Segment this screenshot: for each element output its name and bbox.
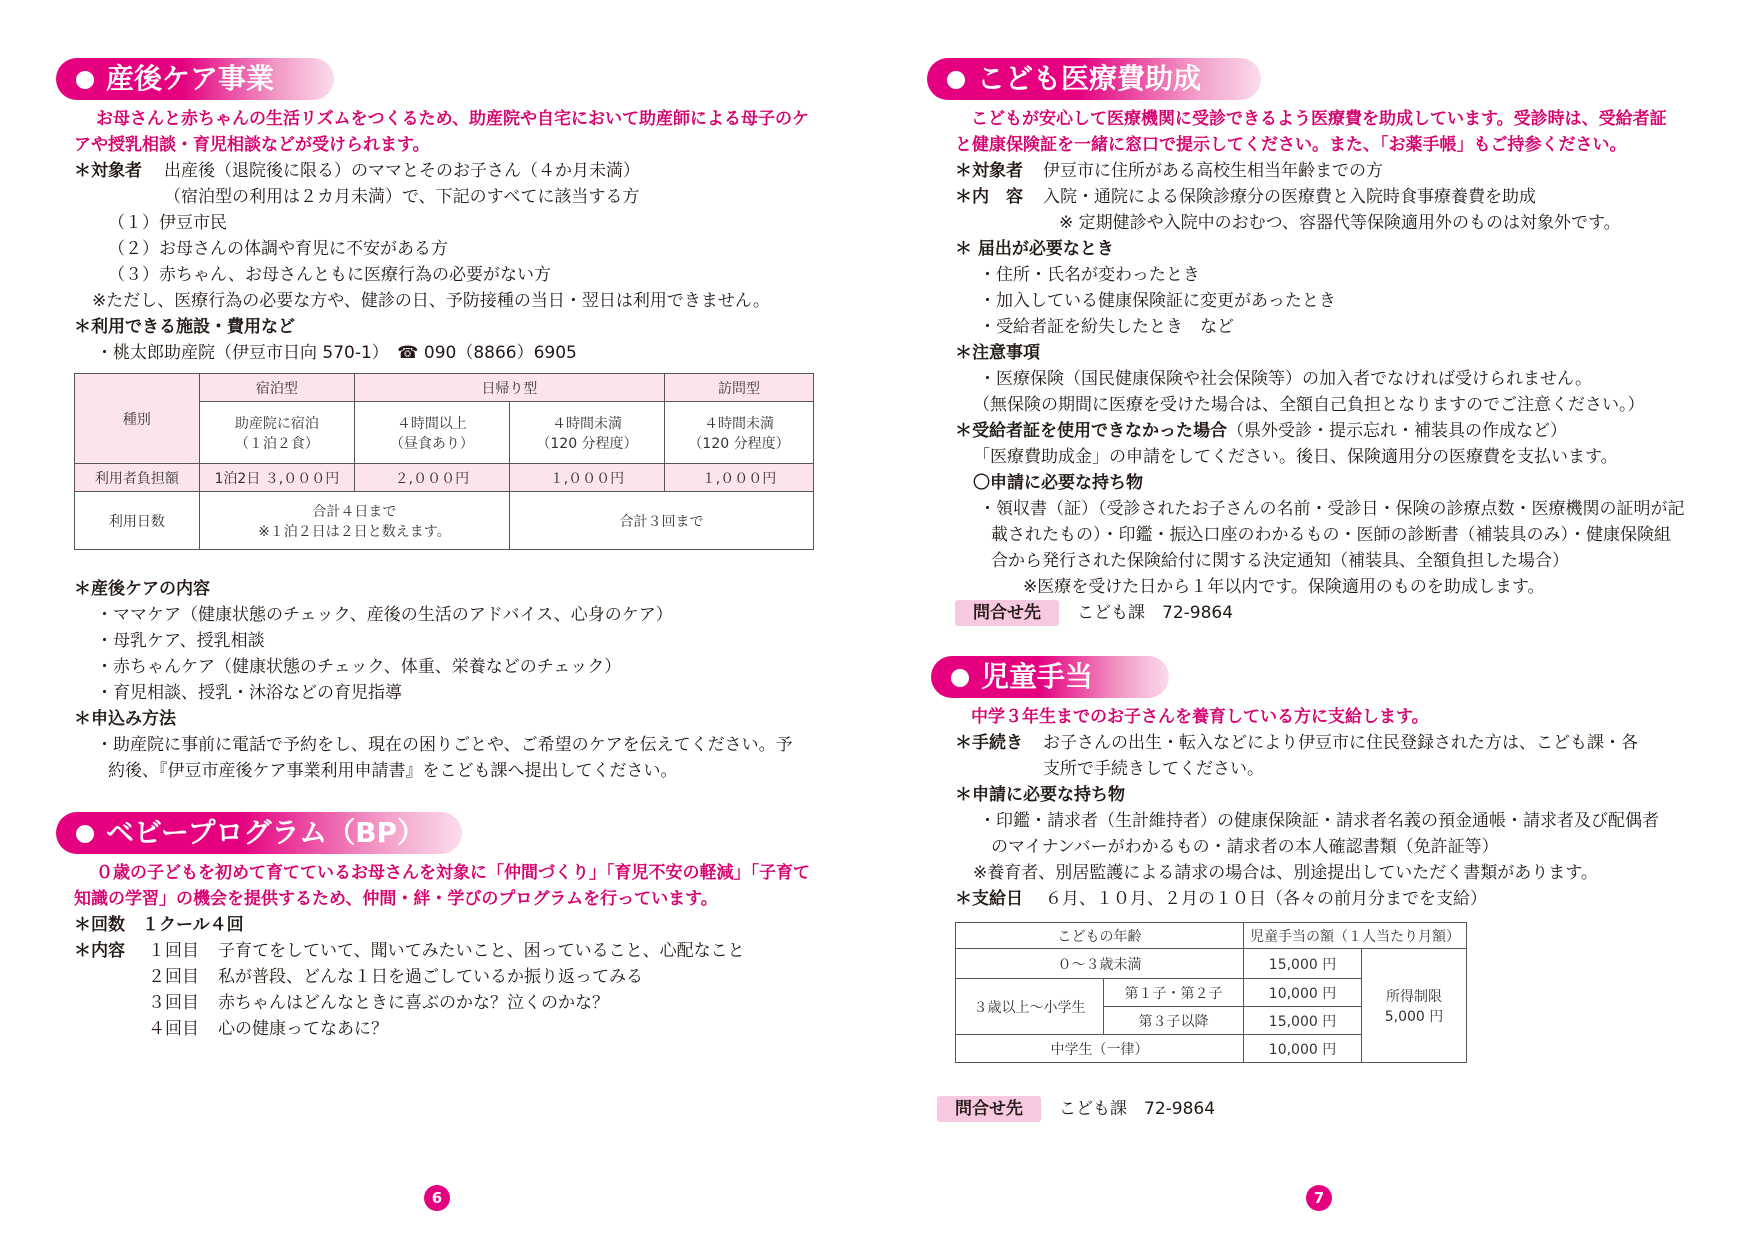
baby-lead-1: ０歳の子どもを初めて育てているお母さんを対象に「仲間づくり」「育児不安の軽減」「子育て (96, 863, 810, 883)
right-page (875, 0, 1749, 1241)
medical-items-3: 合から発行された保険給付に関する決定通知（補装具、全額負担した場合） (991, 551, 1569, 571)
postnatal-condition-1: （１）伊豆市民 (108, 213, 227, 233)
postnatal-content-3: ・赤ちゃんケア（健康状態のチェック、体重、栄養などのチェック） (96, 657, 622, 677)
medical-content-label: ＊内 容 (955, 187, 1023, 207)
left-page (0, 0, 874, 1241)
medical-contact: 問合せ先 こども課 72-9864 (955, 600, 1233, 626)
baby-program-title: ベビープログラム（BP） (56, 812, 462, 854)
bullet-dot-icon (76, 825, 94, 843)
allowance-proc-1: お子さんの出生・転入などにより伊豆市に住民登録された方は、こども課・各 (1043, 733, 1638, 753)
allowance-contact: 問合せ先 こども課 72-9864 (937, 1096, 1215, 1122)
baby-session-3-no: ３回目 (148, 993, 199, 1013)
allowance-row2-age: ３歳以上～小学生 (956, 979, 1104, 1035)
allowance-income-limit: 所得制限 5,000 円 (1362, 949, 1467, 1063)
allowance-row1-age: ０～３歳未満 (956, 949, 1244, 979)
bullet-dot-icon (947, 71, 965, 89)
child-allowance-title: 児童手当 (931, 656, 1169, 698)
allowance-proc-label: ＊手続き (955, 733, 1023, 753)
medical-unused-line: ＊受給者証を使用できなかった場合（県外受診・提示忘れ・補装具の作成など） (955, 421, 1567, 441)
allowance-row2a-sub: 第１子・第２子 (1104, 979, 1244, 1007)
postnatal-condition-2: （２）お母さんの体調や育児に不安がある方 (108, 239, 448, 259)
postnatal-content-label: ＊産後ケアの内容 (74, 579, 210, 599)
bullet-dot-icon (951, 669, 969, 687)
baby-session-2-no: ２回目 (148, 967, 199, 987)
medical-items-1: ・領収書（証）（受診されたお子さんの名前・受診日・保険の診療点数・医療機関の証明が記 (979, 499, 1685, 519)
postnatal-fee-table (74, 373, 814, 550)
medical-content: 入院・通院による保険診療分の医療費と入院時食事療養費を助成 (1043, 187, 1536, 207)
postnatal-facility: ・桃太郎助産院（伊豆市日向 570-1） ☎ 090（8866）6905 (96, 343, 577, 363)
allowance-lead: 中学３年生までのお子さんを養育している方に支給します。 (971, 707, 1429, 727)
medical-notify-label: ＊ 届出が必要なとき (955, 239, 1114, 259)
baby-session-2-text: 私が普段、どんな１日を過ごしているか振り返ってみる (218, 967, 643, 987)
medical-caution-1: ・医療保険（国民健康保険や社会保険等）の加入者でなければ受けられません。 (979, 369, 1593, 389)
table-visit-header: 訪問型 (664, 374, 813, 402)
allowance-pay: ６月、１０月、２月の１０日（各々の前月分までを支給） (1045, 889, 1487, 909)
postnatal-apply-2: 約後、『伊豆市産後ケア事業利用申請書』をこども課へ提出してください。 (108, 761, 678, 781)
bullet-dot-icon (76, 71, 94, 89)
table-days-stay: 合計４日まで ※１泊２日は２日と数えます。 (199, 492, 509, 550)
allowance-header-age: こどもの年齢 (956, 923, 1244, 949)
medical-items-2: 載されたもの）・印鑑・振込口座のわかるもの・医師の診断書（補装具のみ）・健康保険組 (991, 525, 1671, 545)
postnatal-target-label: ＊対象者 (74, 161, 142, 181)
contact-label: 問合せ先 (937, 1096, 1041, 1122)
postnatal-condition-3: （３）赤ちゃん、お母さんともに医療行為の必要がない方 (108, 265, 552, 285)
baby-session-4-text: 心の健康ってなあに？ (218, 1019, 388, 1039)
postnatal-care-title: 産後ケア事業 (56, 58, 334, 100)
medical-caution-label: ＊注意事項 (955, 343, 1040, 363)
postnatal-facility-label: ＊利用できる施設・費用など (74, 317, 295, 337)
table-days-label: 利用日数 (75, 492, 200, 550)
medical-unused-text: 「医療費助成金」の申請をしてください。後日、保険適用分の医療費を支払います。 (973, 447, 1618, 467)
baby-count-label: ＊回数 (74, 915, 125, 935)
table-type-label: 種別 (75, 374, 200, 464)
table-days-other: 合計３回まで (509, 492, 813, 550)
table-stay-header: 宿泊型 (199, 374, 354, 402)
medical-caution-2: （無保険の期間に医療を受けた場合は、全額自己負担となりますのでご注意ください。） (973, 395, 1645, 415)
medical-notify-3: ・受給者証を紛失したとき など (979, 317, 1234, 337)
table-stay-desc: 助産院に宿泊 （１泊２食） (199, 402, 354, 464)
allowance-items-label: ＊申請に必要な持ち物 (955, 785, 1125, 805)
table-fee-visit: １,０００円 (664, 464, 813, 492)
page-number-left: 6 (424, 1185, 450, 1211)
allowance-items-2: のマイナンバーがわかるもの・請求者の本人確認書類（免許証等） (991, 837, 1499, 857)
table-fee-day-short: １,０００円 (509, 464, 664, 492)
table-day-long: ４時間以上 （昼食あり） (354, 402, 509, 464)
medical-notify-2: ・加入している健康保険証に変更があったとき (979, 291, 1336, 311)
allowance-row1-amount: 15,000 円 (1244, 949, 1362, 979)
allowance-header-amount: 児童手当の額（１人当たり月額） (1244, 923, 1467, 949)
allowance-row2a-amount: 10,000 円 (1244, 979, 1362, 1007)
medical-items-label: 〇申請に必要な持ち物 (973, 473, 1143, 493)
medical-items-note: ※医療を受けた日から１年以内です。保険適用のものを助成します。 (1023, 577, 1545, 597)
baby-lead-2: 知識の学習」の機会を提供するため、仲間・絆・学びのプログラムを行っています。 (74, 889, 718, 909)
baby-session-3-text: 赤ちゃんはどんなときに喜ぶのかな？泣くのかな？ (218, 993, 609, 1013)
baby-content-label: ＊内容 (74, 941, 125, 961)
table-fee-stay: 1泊2日 ３,０００円 (199, 464, 354, 492)
postnatal-target-2: （宿泊型の利用は２カ月未満）で、下記のすべてに該当する方 (164, 187, 640, 207)
baby-session-4-no: ４回目 (148, 1019, 199, 1039)
medical-lead-2: と健康保険証を一緒に窓口で提示してください。また、「お薬手帳」もご持参ください。 (955, 135, 1627, 155)
postnatal-content-2: ・母乳ケア、授乳相談 (96, 631, 265, 651)
postnatal-note: ※ただし、医療行為の必要な方や、健診の日、予防接種の当日・翌日は利用できません。 (92, 291, 770, 311)
allowance-table (955, 922, 1467, 1063)
allowance-pay-label: ＊支給日 (955, 889, 1023, 909)
postnatal-target-1: 出産後（退院後に限る）のママとそのお子さん（４か月未満） (164, 161, 640, 181)
table-day-short: ４時間未満 （120 分程度） (509, 402, 664, 464)
medical-subsidy-title: こども医療費助成 (927, 58, 1261, 100)
medical-target-label: ＊対象者 (955, 161, 1023, 181)
postnatal-lead-2: アや授乳相談・育児相談などが受けられます。 (74, 135, 430, 155)
table-visit-desc: ４時間未満 （120 分程度） (664, 402, 813, 464)
postnatal-lead-1: お母さんと赤ちゃんの生活リズムをつくるため、助産院や自宅において助産師による母子のケ (96, 109, 809, 129)
allowance-row3-age: 中学生（一律） (956, 1035, 1244, 1063)
contact-label: 問合せ先 (955, 600, 1059, 626)
allowance-items-note: ※養育者、別居監護による請求の場合は、別途提出していただく書類があります。 (973, 863, 1598, 883)
medical-target: 伊豆市に住所がある高校生相当年齢までの方 (1043, 161, 1383, 181)
table-fee-label: 利用者負担額 (75, 464, 200, 492)
postnatal-apply-label: ＊申込み方法 (74, 709, 176, 729)
allowance-row3-amount: 10,000 円 (1244, 1035, 1362, 1063)
allowance-items-1: ・印鑑・請求者（生計維持者）の健康保険証・請求者名義の預金通帳・請求者及び配偶者 (979, 811, 1659, 831)
page-number-right: 7 (1306, 1185, 1332, 1211)
allowance-row2b-sub: 第３子以降 (1104, 1007, 1244, 1035)
table-fee-day-long: ２,０００円 (354, 464, 509, 492)
baby-session-1-no: １回目 (148, 941, 199, 961)
postnatal-apply-1: ・助産院に事前に電話で予約をし、現在の困りごとや、ご希望のケアを伝えてください。予 (96, 735, 793, 755)
baby-session-1-text: 子育てをしていて、聞いてみたいこと、困っていること、心配なこと (218, 941, 745, 961)
postnatal-content-4: ・育児相談、授乳・沐浴などの育児指導 (96, 683, 402, 703)
medical-lead-1: こどもが安心して医療機関に受診できるよう医療費を助成しています。受診時は、受給者証 (971, 109, 1667, 129)
medical-notify-1: ・住所・氏名が変わったとき (979, 265, 1200, 285)
medical-content-note: ※ 定期健診や入院中のおむつ、容器代等保険適用外のものは対象外です。 (1059, 213, 1621, 233)
baby-count-value: １クール４回 (142, 915, 244, 935)
allowance-row2b-amount: 15,000 円 (1244, 1007, 1362, 1035)
postnatal-content-1: ・ママケア（健康状態のチェック、産後の生活のアドバイス、心身のケア） (96, 605, 673, 625)
allowance-proc-2: 支所で手続きしてください。 (1043, 759, 1264, 779)
table-day-header: 日帰り型 (354, 374, 664, 402)
